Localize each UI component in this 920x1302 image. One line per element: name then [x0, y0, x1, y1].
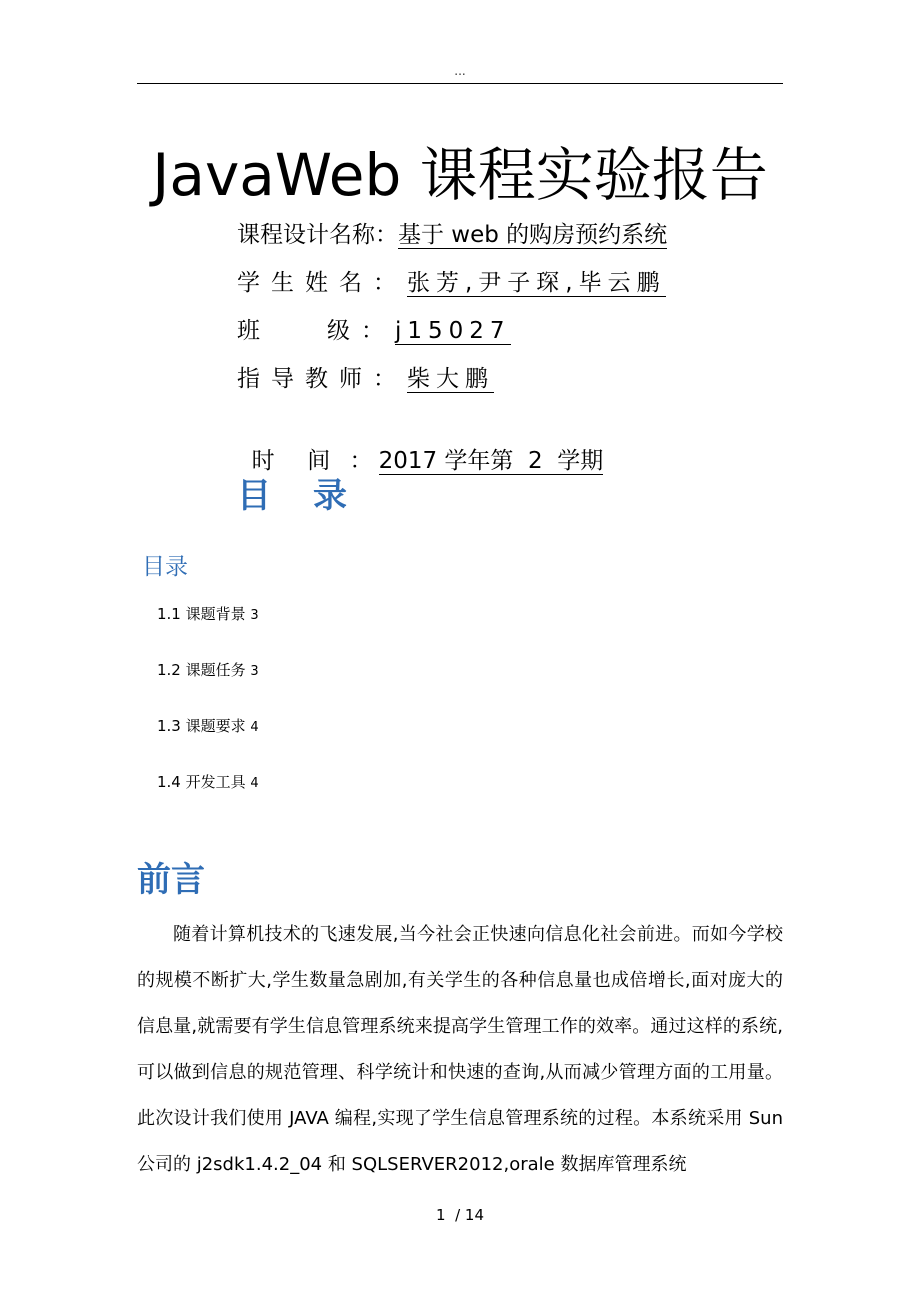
toc-item-page: 4 — [250, 776, 259, 791]
toc-heading: 目录 — [142, 554, 188, 580]
page-header-text: ... — [454, 64, 466, 78]
advisor-value: 柴大鹏 — [407, 366, 494, 392]
toc-item-label: 1.3 课题要求 — [157, 717, 246, 735]
toc-title: 目录 — [237, 476, 389, 516]
header-divider — [137, 83, 783, 84]
toc-item[interactable] — [157, 659, 259, 680]
class-value: j15027 — [395, 318, 511, 344]
toc-item-label: 1.1 课题背景 — [157, 605, 246, 623]
preface-paragraph: 随着计算机技术的飞速发展,当今社会正快速向信息化社会前进。而如今学校的规模不断扩大,学生数量急剧加,有关学生的各种信息量也成倍增长,面对庞大的信息量,就需要有学生信息管理系统来提高学生管理工作的效率。通过这样的系统,可以做到信息的规范管理、科学统计和快速的查询,从而减少管理方面的工用量。此次设计我们使用 JAVA 编程,实现了学生信息管理系统的过程。本系统采用 Sun 公司的 j2sdk1.4.2_04 和 SQLSERVER2012,orale 数据库管理系统 — [137, 924, 783, 1175]
info-time — [237, 410, 604, 474]
toc-item-page: 4 — [250, 720, 259, 735]
info-advisor — [237, 362, 494, 396]
toc-item[interactable] — [157, 603, 259, 624]
class-label-1: 班 — [237, 318, 260, 344]
course-design-label: 课程设计名称： — [237, 222, 398, 248]
course-design-value: 基于 web 的购房预约系统 — [398, 222, 668, 248]
toc-item-page: 3 — [250, 664, 259, 679]
preface-title: 前言 — [137, 860, 205, 900]
toc-item-page: 3 — [250, 608, 259, 623]
time-value: 2017 学年第 2 学期 — [378, 448, 604, 474]
toc-item-label: 1.4 开发工具 — [157, 773, 246, 791]
toc-item-label: 1.2 课题任务 — [157, 661, 246, 679]
document-title: JavaWeb 课程实验报告 — [152, 141, 768, 209]
advisor-label: 指导教师： — [237, 366, 407, 392]
info-students — [237, 266, 666, 300]
toc-item[interactable] — [157, 771, 259, 792]
students-value: 张芳,尹子琛,毕云鹏 — [407, 270, 666, 296]
info-course-design — [237, 218, 667, 252]
class-label-2: 级： — [327, 318, 395, 344]
students-label: 学生姓名： — [237, 270, 407, 296]
info-class — [237, 314, 511, 348]
time-label: 时 间 ： — [251, 448, 379, 474]
toc-item[interactable] — [157, 715, 259, 736]
page-number: 1 / 14 — [436, 1206, 484, 1224]
